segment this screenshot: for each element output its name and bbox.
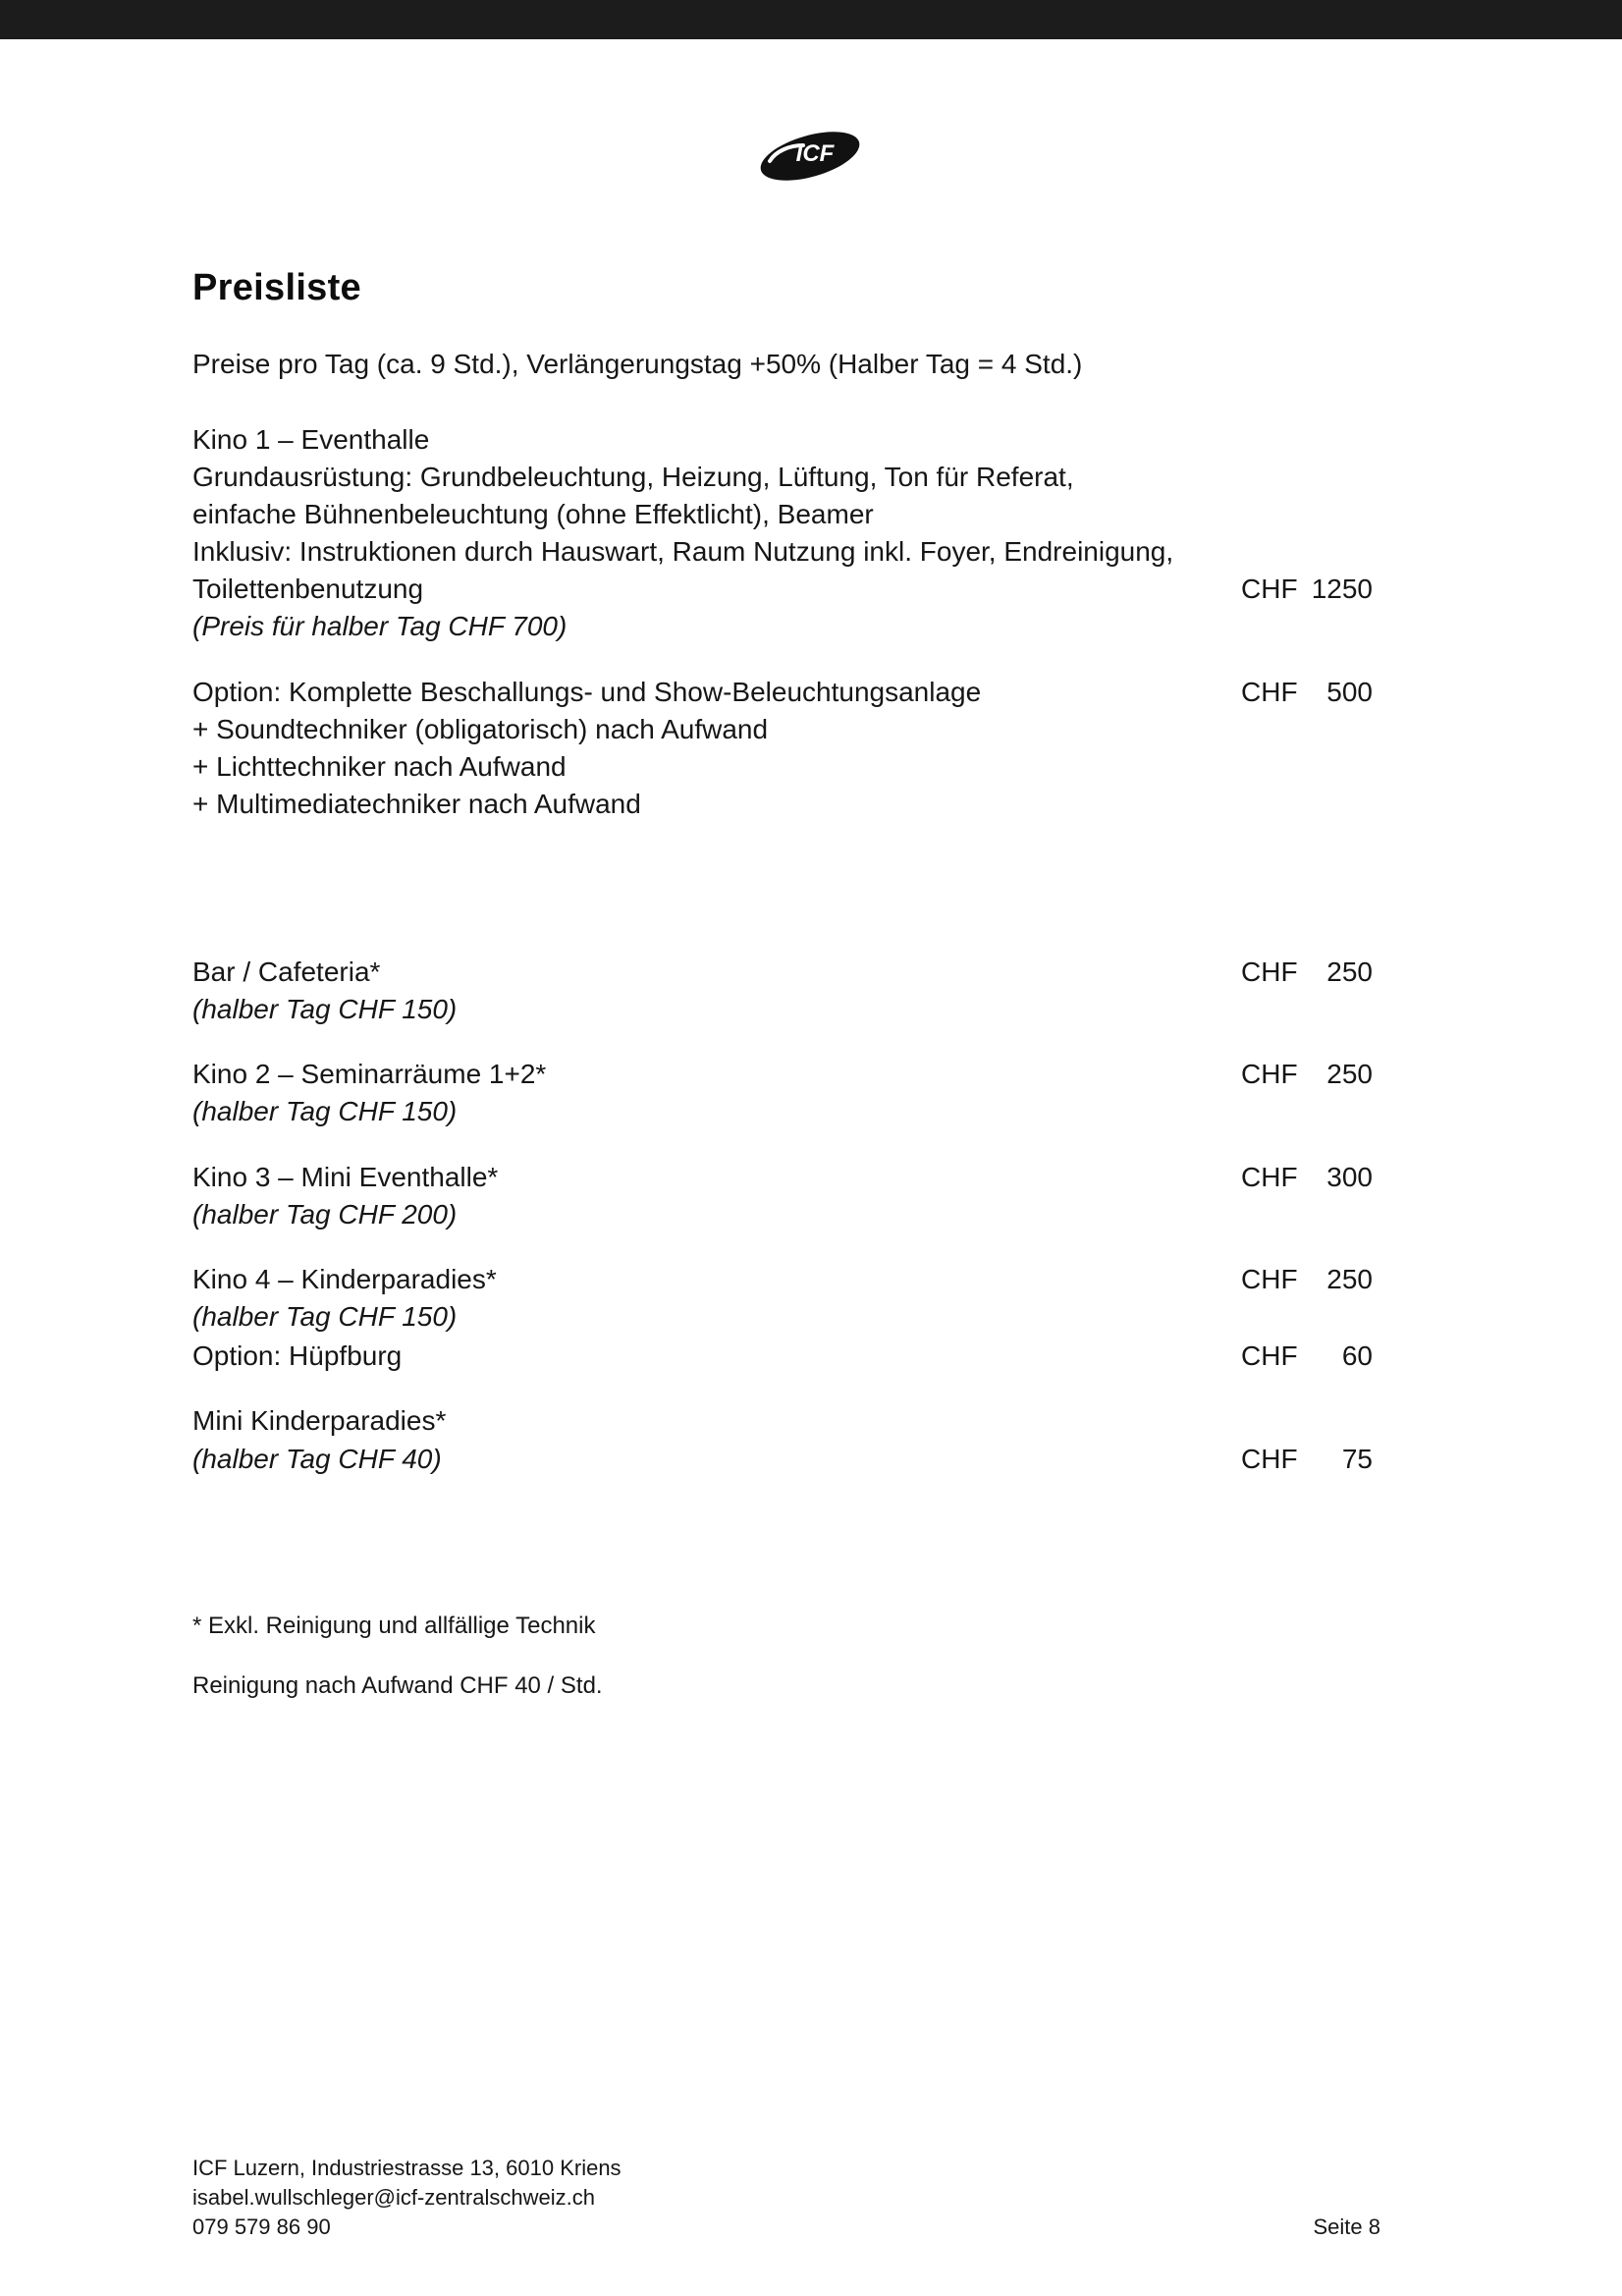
kino1-equipment-line: einfache Bühnenbeleuchtung (ohne Effektlicht), Beamer	[192, 499, 874, 529]
currency-label: CHF	[1241, 957, 1298, 987]
price-amount: 300	[1326, 1162, 1373, 1192]
icf-logo	[756, 126, 864, 187]
item-name: Mini Kinderparadies*	[192, 1405, 447, 1436]
top-bar	[0, 0, 1622, 39]
intro-text: Preise pro Tag (ca. 9 Std.), Verlängerungstag +50% (Halber Tag = 4 Std.)	[192, 349, 1083, 379]
option-show-extra: + Lichttechniker nach Aufwand	[192, 751, 567, 782]
item-half-day-price: (halber Tag CHF 150)	[192, 1096, 458, 1126]
currency-label: CHF	[1241, 574, 1298, 604]
footer-email[interactable]: isabel.wullschleger@icf-zentralschweiz.ch	[192, 2185, 595, 2210]
option-show-extra: + Multimediatechniker nach Aufwand	[192, 789, 641, 819]
price-amount: 75	[1341, 1444, 1373, 1474]
item-half-day-price: (halber Tag CHF 150)	[192, 1301, 458, 1332]
price-amount: 250	[1326, 1264, 1373, 1294]
option-show-label: Option: Komplette Beschallungs- und Show-Beleuchtungsanlage	[192, 677, 982, 707]
option-show-extra: + Soundtechniker (obligatorisch) nach Aufwand	[192, 714, 769, 744]
price-amount: 1250	[1311, 574, 1373, 604]
item-half-day-price: (halber Tag CHF 200)	[192, 1199, 458, 1230]
item-name: Kino 4 – Kinderparadies*	[192, 1264, 497, 1294]
logo-text: ICF	[795, 140, 835, 167]
item-name: Kino 2 – Seminarräume 1+2*	[192, 1059, 547, 1089]
option-huepfburg-label: Option: Hüpfburg	[192, 1340, 403, 1371]
footer-address: ICF Luzern, Industriestrasse 13, 6010 Kriens	[192, 2156, 622, 2180]
footnote-cleaning: Reinigung nach Aufwand CHF 40 / Std.	[192, 1672, 603, 1699]
kino1-title: Kino 1 – Eventhalle	[192, 424, 430, 455]
footer-phone: 079 579 86 90	[192, 2214, 331, 2239]
item-half-day-price: (halber Tag CHF 40)	[192, 1444, 442, 1474]
item-name: Kino 3 – Mini Eventhalle*	[192, 1162, 499, 1192]
currency-label: CHF	[1241, 1059, 1298, 1089]
kino1-inclusive-line: Inklusiv: Instruktionen durch Hauswart, Raum Nutzung inkl. Foyer, Endreinigung,	[192, 536, 1174, 567]
price-amount: 60	[1341, 1340, 1373, 1371]
item-name: Bar / Cafeteria*	[192, 957, 381, 987]
price-amount: 250	[1326, 1059, 1373, 1089]
page-number: Seite 8	[1313, 2214, 1380, 2239]
currency-label: CHF	[1241, 1340, 1298, 1371]
footnote-exclusions: * Exkl. Reinigung und allfällige Technik	[192, 1613, 596, 1639]
item-half-day-price: (halber Tag CHF 150)	[192, 994, 458, 1024]
currency-label: CHF	[1241, 677, 1298, 707]
page-title: Preisliste	[192, 267, 361, 308]
price-amount: 250	[1326, 957, 1373, 987]
kino1-inclusive-line: Toilettenbenutzung	[192, 574, 424, 604]
kino1-equipment-line: Grundausrüstung: Grundbeleuchtung, Heizung, Lüftung, Ton für Referat,	[192, 462, 1074, 492]
currency-label: CHF	[1241, 1264, 1298, 1294]
currency-label: CHF	[1241, 1162, 1298, 1192]
currency-label: CHF	[1241, 1444, 1298, 1474]
price-amount: 500	[1326, 677, 1373, 707]
kino1-half-day-price: (Preis für halber Tag CHF 700)	[192, 611, 568, 641]
